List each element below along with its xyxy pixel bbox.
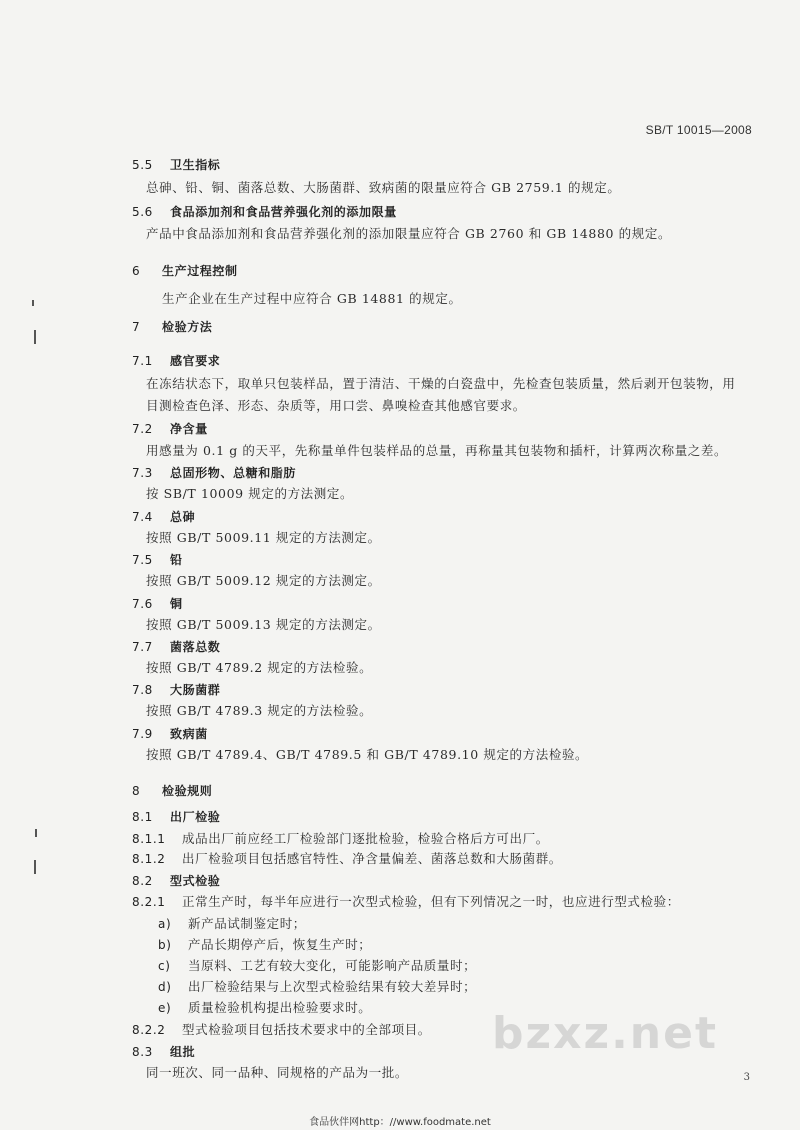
clause-line: [158, 977, 476, 995]
clause-line: [132, 892, 680, 910]
clause-text: 当原料、工艺有较大变化，可能影响产品质量时；: [188, 958, 477, 973]
clause-number: 8.3: [132, 1045, 153, 1059]
clause-text: 按 SB/T 10009 规定的方法测定。: [146, 486, 354, 501]
clause-text: 正常生产时，每半年应进行一次型式检验，但有下列情况之一时，也应进行型式检验：: [182, 894, 680, 909]
clause-text: 按照 GB/T 5009.12 规定的方法测定。: [146, 573, 381, 588]
clause-line: [132, 638, 220, 655]
clause-line: [132, 262, 238, 279]
clause-number: 5.5: [132, 158, 153, 172]
footer-source: 食品伙伴网http：//www.foodmate.net: [309, 1117, 491, 1128]
body-text-line: [146, 484, 353, 502]
clause-heading: 感官要求: [170, 354, 221, 368]
clause-text: 出厂检验项目包括感官特性、净含量偏差、菌落总数和大肠菌群。: [182, 851, 562, 866]
clause-number: 7: [132, 320, 141, 334]
clause-heading: 致病菌: [170, 727, 208, 741]
clause-line: [132, 156, 220, 173]
body-text-line: [146, 1063, 408, 1081]
clause-line: [132, 782, 212, 799]
clause-line: [158, 935, 371, 953]
clause-number: 8: [132, 784, 141, 798]
clause-number: 5.6: [132, 205, 153, 219]
clause-line: [132, 464, 296, 481]
clause-line: [132, 849, 562, 867]
clause-line: [132, 681, 220, 698]
scan-artifact: [34, 330, 36, 344]
clause-number: 6: [132, 264, 141, 278]
body-text-line: [146, 178, 620, 196]
clause-text: 目测检查色泽、形态、杂质等，用口尝、鼻嗅检查其他感官要求。: [146, 398, 526, 413]
clause-number: b): [158, 938, 172, 952]
clause-heading: 总砷: [170, 510, 196, 524]
clause-number: 7.9: [132, 727, 153, 741]
clause-heading: 生产过程控制: [162, 264, 238, 278]
clause-heading: 卫生指标: [170, 158, 221, 172]
clause-heading: 出厂检验: [170, 810, 221, 824]
clause-heading: 净含量: [170, 422, 208, 436]
clause-line: [158, 956, 476, 974]
clause-heading: 型式检验: [170, 874, 221, 888]
page-number: 3: [743, 1072, 750, 1083]
clause-line: [132, 551, 183, 568]
body-text-line: [146, 745, 588, 763]
clause-number: 7.5: [132, 553, 153, 567]
clause-heading: 菌落总数: [170, 640, 221, 654]
clause-heading: 检验方法: [162, 320, 213, 334]
clause-number: c): [158, 959, 171, 973]
body-text-line: [146, 528, 381, 546]
clause-line: [132, 808, 220, 825]
body-text-line: [162, 289, 462, 307]
body-text-line: [146, 441, 727, 459]
clause-number: 7.7: [132, 640, 153, 654]
scan-artifact: [35, 829, 37, 837]
clause-text: 产品长期停产后，恢复生产时；: [188, 937, 372, 952]
clause-number: 8.2: [132, 874, 153, 888]
clause-text: 用感量为 0.1 g 的天平，先称量单件包装样品的总量，再称量其包装物和插杆，计算两次称量之差。: [146, 443, 728, 458]
clause-number: 7.8: [132, 683, 153, 697]
standard-number: SB/T 10015—2008: [645, 123, 752, 137]
clause-text: 生产企业在生产过程中应符合 GB 14881 的规定。: [162, 291, 462, 306]
clause-text: 总砷、铅、铜、菌落总数、大肠菌群、致病菌的限量应符合 GB 2759.1 的规定。: [146, 180, 621, 195]
body-text-line: [146, 658, 372, 676]
clause-text: 按照 GB/T 5009.11 规定的方法测定。: [146, 530, 381, 545]
clause-heading: 组批: [170, 1045, 196, 1059]
clause-line: [158, 914, 306, 932]
clause-text: 新产品试制鉴定时；: [188, 916, 306, 931]
clause-line: [132, 318, 212, 335]
scan-artifact: [32, 300, 34, 306]
clause-heading: 铜: [170, 597, 183, 611]
clause-line: [132, 1020, 431, 1038]
clause-text: 质量检验机构提出检验要求时。: [188, 1000, 372, 1015]
clause-number: 8.1.2: [132, 852, 166, 866]
clause-text: 按照 GB/T 4789.2 规定的方法检验。: [146, 660, 373, 675]
clause-line: [158, 998, 371, 1016]
watermark: bzxz.net: [492, 1008, 719, 1059]
body-text-line: [146, 224, 671, 242]
body-text-line: [146, 571, 381, 589]
clause-number: 8.2.1: [132, 895, 166, 909]
clause-number: 8.1.1: [132, 832, 166, 846]
clause-text: 按照 GB/T 4789.4、GB/T 4789.5 和 GB/T 4789.10 规定的方法检验。: [146, 747, 589, 762]
clause-number: 7.4: [132, 510, 153, 524]
clause-number: a): [158, 917, 172, 931]
clause-text: 型式检验项目包括技术要求中的全部项目。: [182, 1022, 431, 1037]
body-text-line: [146, 615, 381, 633]
clause-heading: 检验规则: [162, 784, 213, 798]
clause-line: [132, 829, 549, 847]
body-text-line: [146, 374, 736, 392]
clause-number: d): [158, 980, 172, 994]
clause-text: 同一班次、同一品种、同规格的产品为一批。: [146, 1065, 409, 1080]
clause-line: [132, 725, 208, 742]
clause-heading: 食品添加剂和食品营养强化剂的添加限量: [170, 205, 397, 219]
clause-number: e): [158, 1001, 172, 1015]
clause-text: 按照 GB/T 5009.13 规定的方法测定。: [146, 617, 381, 632]
clause-heading: 总固形物、总糖和脂肪: [170, 466, 297, 480]
clause-text: 产品中食品添加剂和食品营养强化剂的添加限量应符合 GB 2760 和 GB 14880 的规定。: [146, 226, 672, 241]
clause-line: [132, 1043, 195, 1060]
clause-number: 7.6: [132, 597, 153, 611]
clause-heading: 铅: [170, 553, 183, 567]
clause-text: 在冻结状态下，取单只包装样品，置于清洁、干燥的白瓷盘中，先检查包装质量，然后剥开包装物，用: [146, 376, 736, 391]
body-text-line: [146, 701, 372, 719]
clause-line: [132, 508, 195, 525]
clause-number: 7.2: [132, 422, 153, 436]
clause-heading: 大肠菌群: [170, 683, 221, 697]
clause-number: 7.1: [132, 354, 153, 368]
clause-line: [132, 352, 220, 369]
clause-line: [132, 595, 183, 612]
clause-number: 7.3: [132, 466, 153, 480]
clause-text: 成品出厂前应经工厂检验部门逐批检验，检验合格后方可出厂。: [182, 831, 549, 846]
clause-number: 8.2.2: [132, 1023, 166, 1037]
clause-text: 按照 GB/T 4789.3 规定的方法检验。: [146, 703, 373, 718]
clause-text: 出厂检验结果与上次型式检验结果有较大差异时；: [188, 979, 477, 994]
clause-line: [132, 203, 397, 220]
clause-line: [132, 872, 220, 889]
scan-artifact: [34, 860, 36, 874]
clause-line: [132, 420, 208, 437]
clause-number: 8.1: [132, 810, 153, 824]
body-text-line: [146, 396, 526, 414]
